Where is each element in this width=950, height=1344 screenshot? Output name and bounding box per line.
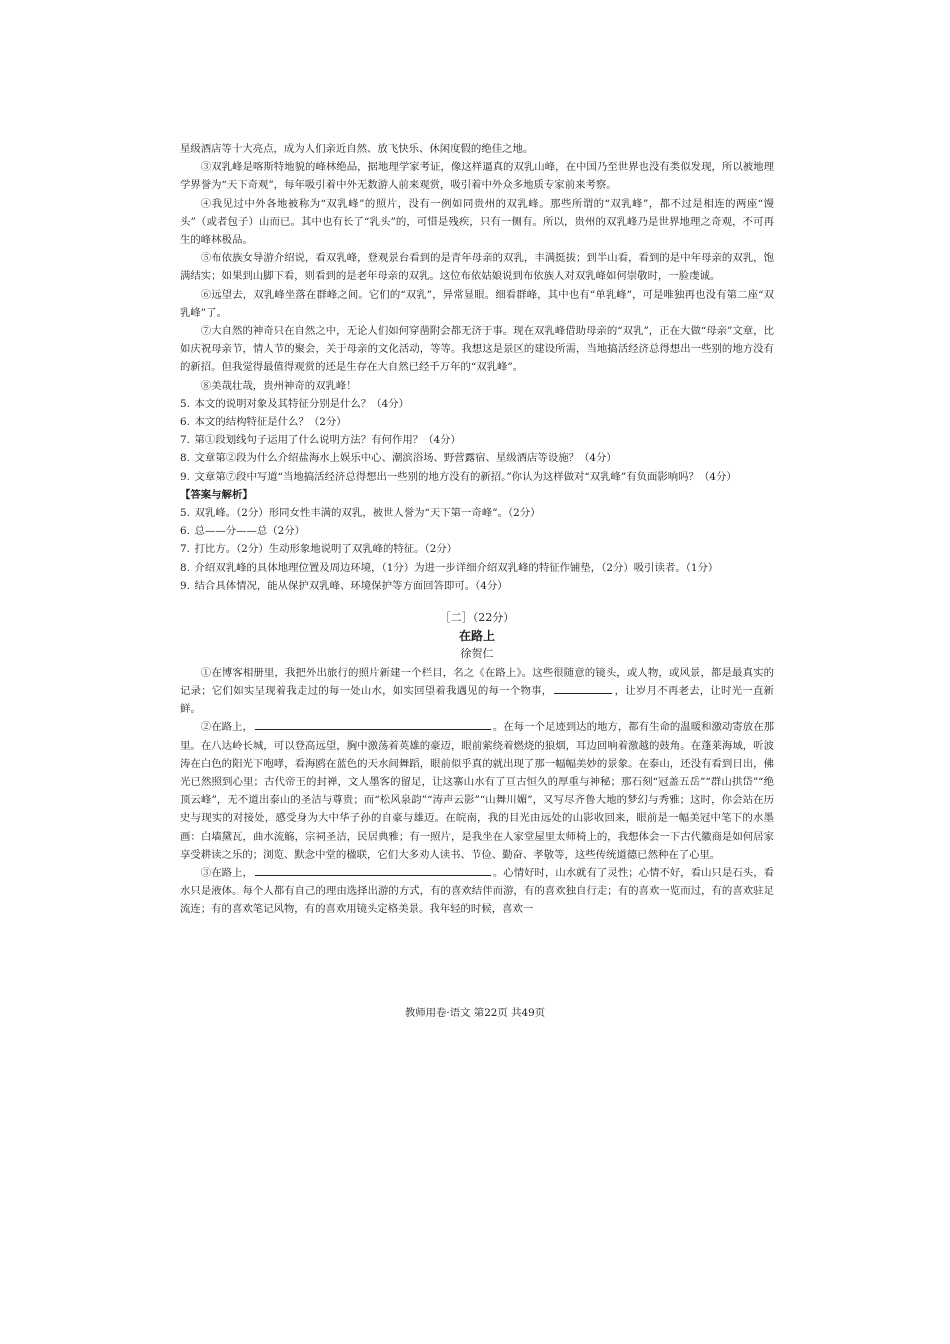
answer-item <box>180 577 774 595</box>
passage-paragraph: ⑤布依族女导游介绍说，看双乳峰，登观景台看到的是青年母亲的双乳，丰满挺拔；到半山看，看到的是中年母亲的双乳，饱满结实；如果到山脚下看，则看到的是老年母亲的双乳。这位布依姑娘说到布依族人对双乳峰如何崇敬时，一脸虔诚。 <box>180 252 774 283</box>
question-number: 6. <box>180 416 190 429</box>
answer-heading: 【答案与解析】 <box>180 488 253 501</box>
answer-item <box>180 540 774 558</box>
passage-paragraph: 星级酒店等十大亮点，成为人们亲近自然、放飞快乐、休闲度假的绝佳之地。 <box>180 143 534 155</box>
fill-in-blank <box>554 682 612 694</box>
answer-item <box>180 522 774 540</box>
answer-number: 6. <box>180 525 190 538</box>
answer-number: 8. <box>180 561 190 574</box>
essay-paragraph-3 <box>180 864 774 919</box>
passage-paragraph: ④我见过中外各地被称为“双乳峰”的照片，没有一例如同贵州的双乳峰。那些所谓的“双乳峰”，都不过是相连的两座“馒头”（或者包子）山而已。其中也有长了“乳头”的，可惜是残疾，只有一侧有。所以，贵州的双乳峰乃是世界地理之奇观，不可再生的峰林极品。 <box>180 197 774 247</box>
answer-section <box>180 486 774 595</box>
answer-number: 5. <box>180 507 190 520</box>
paragraph-text: 。心情好时，山水就有了灵性；心情不好，看山只是石头，看水只是液体。每个人都有自己的理由选择出游的方式，有的喜欢结伴而游，有的喜欢独自行走；有的喜欢一览而过，有的喜欢驻足流连；有的喜欢笔记风物，有的喜欢用镜头定格美景。我年轻的时候，喜欢一 <box>180 866 774 916</box>
answer-item <box>180 559 774 577</box>
section-label: ［二］（22分） <box>439 611 515 625</box>
fill-in-blank <box>255 718 491 730</box>
passage-1 <box>180 140 774 395</box>
page-footer: 教师用卷·语文 第22页 共49页 <box>404 1007 546 1019</box>
question-item <box>180 413 774 431</box>
question-number: 8. <box>180 452 190 465</box>
fill-in-blank <box>255 864 491 876</box>
passage-paragraph: ⑧美哉壮哉，贵州神奇的双乳峰！ <box>200 379 357 392</box>
answer-item <box>180 504 774 522</box>
question-item <box>180 395 774 413</box>
question-text: 本文的说明对象及其特征分别是什么？（4分） <box>194 397 409 410</box>
question-text: 文章第⑦段中写道“当地搞活经济总得想出一些别的地方没有的新招。”你认为这样做对“双乳峰”有负面影响吗？（4分） <box>194 470 737 483</box>
answer-text: 总——分——总（2分） <box>194 525 306 538</box>
question-text: 第①段划线句子运用了什么说明方法？有何作用？（4分） <box>194 434 461 447</box>
passage-paragraph: ⑥远望去，双乳峰坐落在群峰之间。它们的“双乳”，异常显眼。细看群峰，其中也有“单乳峰”，可是唯独再也没有第二座“双乳峰”了。 <box>180 288 774 319</box>
essay-author: 徐贺仁 <box>460 647 494 661</box>
question-list <box>180 395 774 486</box>
essay-paragraph-2 <box>180 718 774 864</box>
paragraph-text: ，让岁月不再老去，让时光一直新鲜。 <box>180 684 775 716</box>
paragraph-text: ①在博客相册里，我把外出旅行的照片新建一个栏目，名之《在路上》。这些很随意的镜头，或人物，或风景，都是最真实的记录；它们如实呈现着我走过的每一处山水，如实回望着我遇见的每一个物事， <box>180 666 774 697</box>
question-item <box>180 431 774 449</box>
question-item <box>180 468 774 486</box>
answer-number: 7. <box>180 543 190 556</box>
question-item <box>180 449 774 467</box>
document-content <box>180 140 774 919</box>
answer-text: 结合具体情况，能从保护双乳峰、环境保护等方面回答即可。（4分） <box>194 579 508 592</box>
answer-text: 双乳峰。（2分）形同女性丰满的双乳，被世人誉为“天下第一奇峰”。（2分） <box>194 507 541 520</box>
essay-title: 在路上 <box>458 629 495 644</box>
question-number: 9. <box>180 470 190 483</box>
question-number: 7. <box>180 434 190 447</box>
section-2 <box>180 609 774 918</box>
answer-number: 9. <box>180 579 190 592</box>
answer-text: 介绍双乳峰的具体地理位置及周边环境，（1分）为进一步详细介绍双乳峰的特征作铺垫，（2分）吸引读者。（1分） <box>194 561 719 574</box>
paragraph-text: ②在路上， <box>200 721 253 734</box>
essay-paragraph-1 <box>180 664 774 719</box>
paragraph-text: 。在每一个足迹到达的地方，都有生命的温暖和激动寄放在那里。在八达岭长城，可以登高远望，胸中激荡着英雄的豪迈，眼前萦绕着燃烧的狼烟，耳边回响着激越的鼓角。在蓬莱海域，听波涛在白色的阳光下咆哮，看海鸥在蓝色的天水间舞蹈，眼前似乎真的就出现了那一幅幅美妙的景象。在泰山，还没有看到日出，佛光已然照到心里；古代帝王的封禅，文人墨客的留足，让这寨山水有了亘古恒久的厚重与神秘；那石刻“冠盖五岳”“群山拱岱”“绝顶云峰”，无不道出泰山的圣洁与尊贵；而“松风泉韵”“涛声云影”“山舞川媚”，又写尽齐鲁大地的梦幻与秀雅；这时，你会站在历史与现实的对接处，感受身为大中华子孙的自豪与雄迈。在皖南，我的目光由远处的山影收回来，眼前是一幅美冠中笔下的水墨画：白墙黛瓦，曲水流觞，宗祠圣洁，民居典雅；有一照片，是我坐在人家堂屋里太师椅上的，我想体会一下古代徽商是如何居家享受耕读之乐的；浏览、默念中堂的楹联，它们大多劝人读书、节俭、勤奋、孝敬等，这些传统道德已然种在了心里。 <box>180 721 774 861</box>
question-text: 文章第②段为什么介绍盐海水上娱乐中心、潮滨浴场、野营露宿、星级酒店等设施？（4分） <box>194 452 617 465</box>
answer-text: 打比方。（2分）生动形象地说明了双乳峰的特征。（2分） <box>194 543 458 556</box>
question-number: 5. <box>180 397 190 410</box>
paragraph-text: ③在路上， <box>200 866 253 879</box>
question-text: 本文的结构特征是什么？（2分） <box>194 416 347 429</box>
passage-paragraph: ⑦大自然的神奇只在自然之中，无论人们如何穿凿附会都无济于事。现在双乳峰借助母亲的“双乳”，正在大做“母亲”文章，比如庆祝母亲节，情人节的聚会，关于母亲的文化活动，等等。我想这是景区的建设所需，当地搞活经济总得想出一些别的地方没有的新招。但我觉得最值得观赏的还是生存在大自然已经千万年的“双乳峰”。 <box>180 325 774 374</box>
passage-paragraph: ③双乳峰是喀斯特地貌的峰林绝品，据地理学家考证，像这样逼真的双乳山峰，在中国乃至世界也没有类似发现，所以被地理学界誉为“天下奇观”，每年吸引着中外无数游人前来观赏，吸引着中外众多地质专家前来考察。 <box>180 161 774 192</box>
